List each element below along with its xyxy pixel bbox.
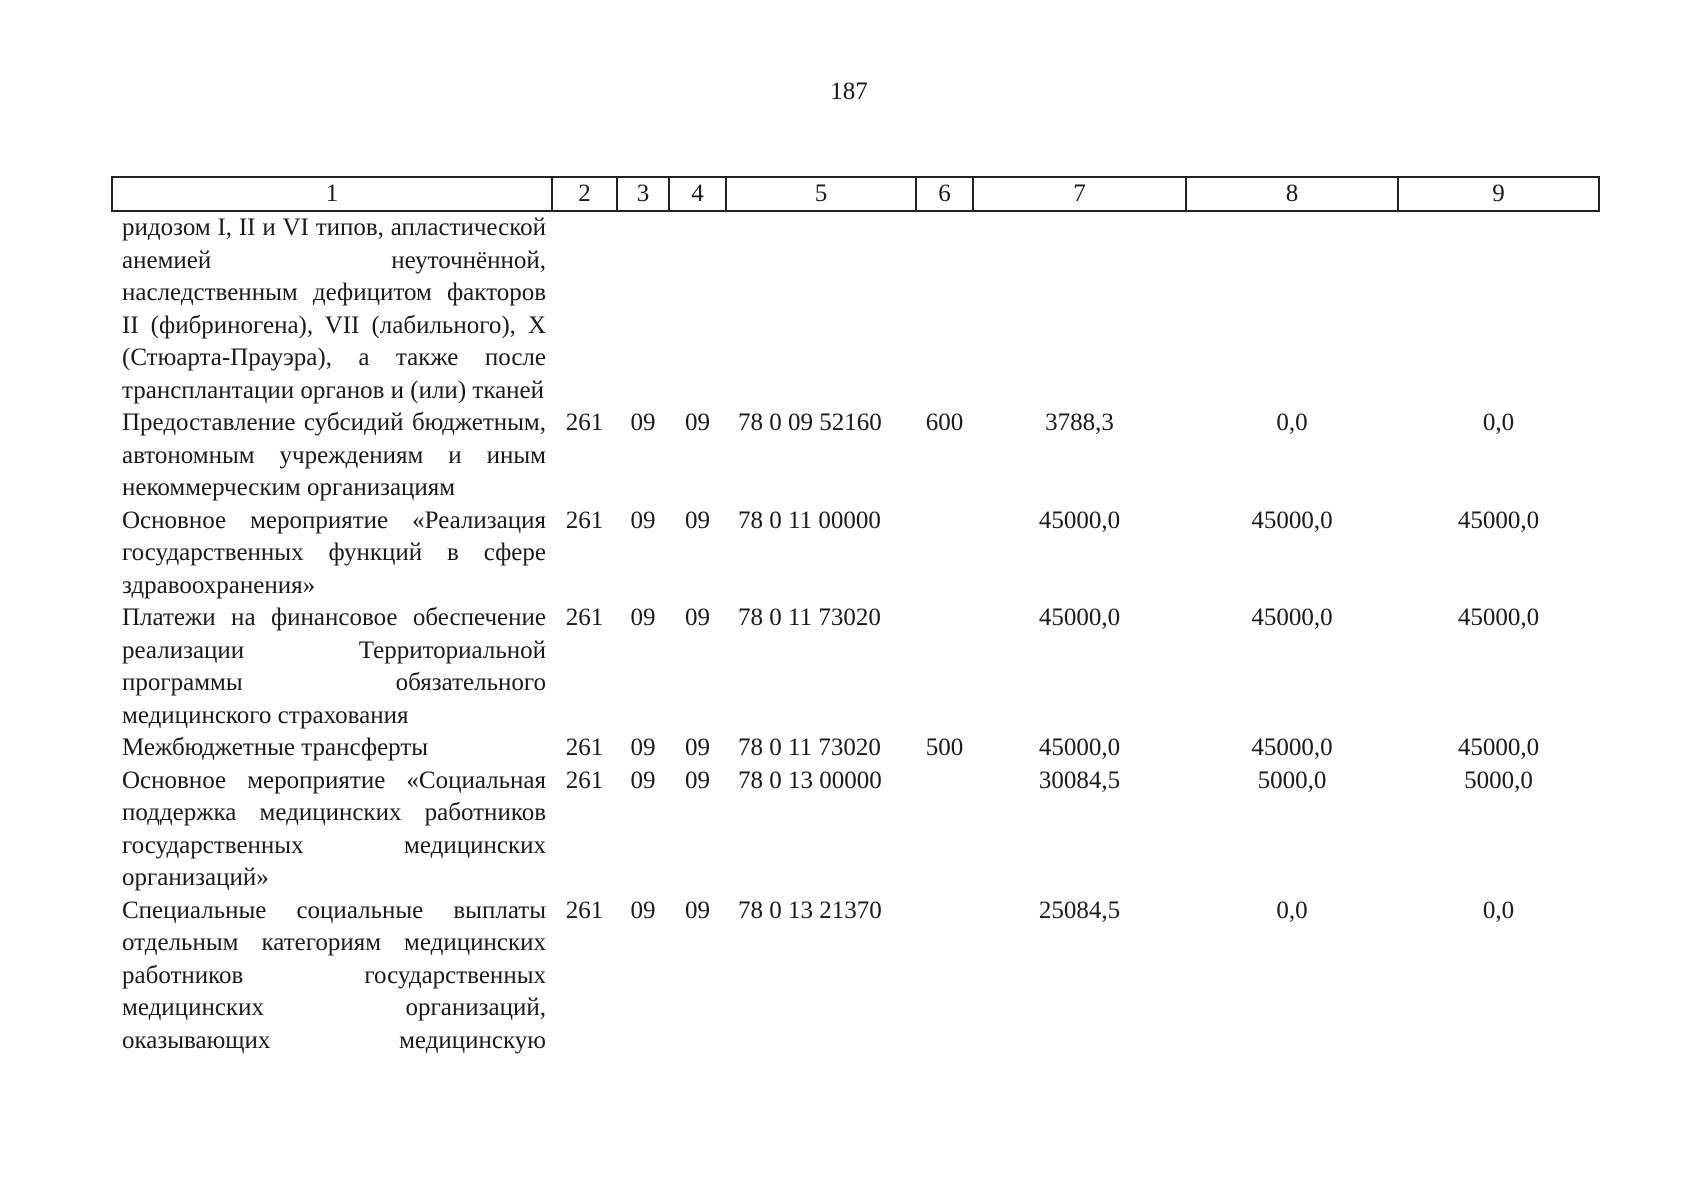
row-amount-col7: 45000,0 [1038,734,1121,761]
row-amount-col8: 45000,0 [1251,604,1333,631]
row-amount-col8: 0,0 [1276,896,1308,924]
row-target-article: 78 0 11 73020 [738,604,881,631]
row-section-code: 09 [630,896,656,924]
row-ministry-code: 261 [565,506,604,534]
row-amount-col8: 0,0 [1276,409,1308,436]
row-expense-type [916,895,973,1058]
header-col-3: 3 [617,177,669,211]
row-description: Специальные социальные выплаты отдельным категориям медицинских работников государственных медицинских организаций, оказывающих медицинскую [122,896,546,1054]
row-description: Основное мероприятие «Социальная поддержка медицинских работников государственных медицинских организаций» [122,766,546,891]
header-col-1: 1 [112,177,552,211]
row-section-code: 09 [630,734,656,761]
row-subsection-code: 09 [685,604,710,631]
row-target-article: 78 0 11 00000 [738,506,881,534]
row-ministry-code: 261 [565,604,604,631]
row-subsection-code: 09 [685,506,710,534]
row-expense-type: 500 [925,734,964,761]
row-subsection-code: 09 [685,409,710,436]
row-section-code: 09 [630,506,656,534]
row-ministry-code [552,211,617,407]
row-subsection-code: 09 [685,766,710,794]
row-expense-type: 600 [925,409,964,436]
row-expense-type [916,602,973,732]
row-ministry-code: 261 [565,734,604,761]
row-ministry-code: 261 [565,896,604,924]
header-col-5: 5 [726,177,916,211]
table-row [112,895,1599,1058]
table-row [112,765,1599,895]
row-amount-col9 [1398,211,1599,407]
row-description: Платежи на финансовое обеспечение реализации Территориальной программы обязательного медицинского страхования [122,604,546,729]
table-row [112,407,1599,505]
row-amount-col7: 45000,0 [1038,604,1121,631]
header-col-2: 2 [552,177,617,211]
row-amount-col9: 45000,0 [1457,734,1540,761]
row-section-code: 09 [630,604,656,631]
row-subsection-code [669,211,726,407]
row-expense-type [916,505,973,603]
budget-table [111,176,1600,1057]
row-target-article: 78 0 11 73020 [738,734,881,761]
table-row [112,505,1599,603]
row-expense-type [916,765,973,895]
row-target-article: 78 0 13 21370 [738,896,882,924]
row-subsection-code: 09 [685,896,710,924]
row-amount-col9: 0,0 [1482,409,1515,436]
header-row [112,177,1599,211]
row-subsection-code: 09 [685,734,710,761]
row-section-code [617,211,669,407]
row-description: ридозом I, II и VI типов, апластической анемией неуточнённой, наследственным дефицитом факторов II (фибриногена), VII (лабильного), X (Стюарта-Прауэра), а также после трансплантации органов и (или) тканей [122,214,546,404]
table-row [112,211,1599,407]
row-amount-col7: 30084,5 [1038,766,1121,794]
row-amount-col7 [973,211,1186,407]
table-body [112,211,1599,1057]
header-col-7: 7 [973,177,1186,211]
header-col-8: 8 [1186,177,1398,211]
table-row [112,732,1599,765]
row-amount-col8: 5000,0 [1257,766,1327,794]
header-col-9: 9 [1398,177,1599,211]
page-number: 187 [830,78,868,105]
row-ministry-code: 261 [565,409,604,436]
row-description: Предоставление субсидий бюджетным, автономным учреждениям и иным некоммерческим организациям [122,409,546,501]
row-amount-col9: 5000,0 [1464,766,1533,794]
row-amount-col8: 45000,0 [1251,734,1333,761]
table-header [112,177,1599,211]
row-amount-col8: 45000,0 [1251,506,1333,534]
header-col-6: 6 [916,177,973,211]
row-target-article: 78 0 13 00000 [738,766,882,794]
row-target-article [726,211,916,407]
row-description: Межбюджетные трансферты [122,734,429,761]
row-amount-col7: 3788,3 [1045,409,1114,436]
row-amount-col7: 45000,0 [1038,506,1121,534]
row-section-code: 09 [630,409,656,436]
row-expense-type [916,211,973,407]
row-amount-col8 [1186,211,1398,407]
row-description: Основное мероприятие «Реализация государственных функций в сфере здравоохранения» [122,506,546,599]
row-target-article: 78 0 09 52160 [738,409,882,436]
table-row [112,602,1599,732]
row-amount-col7: 25084,5 [1038,896,1121,924]
header-col-4: 4 [669,177,726,211]
row-ministry-code: 261 [565,766,604,794]
row-amount-col9: 45000,0 [1457,506,1540,534]
row-amount-col9: 0,0 [1482,896,1515,924]
row-amount-col9: 45000,0 [1457,604,1540,631]
row-section-code: 09 [630,766,656,794]
